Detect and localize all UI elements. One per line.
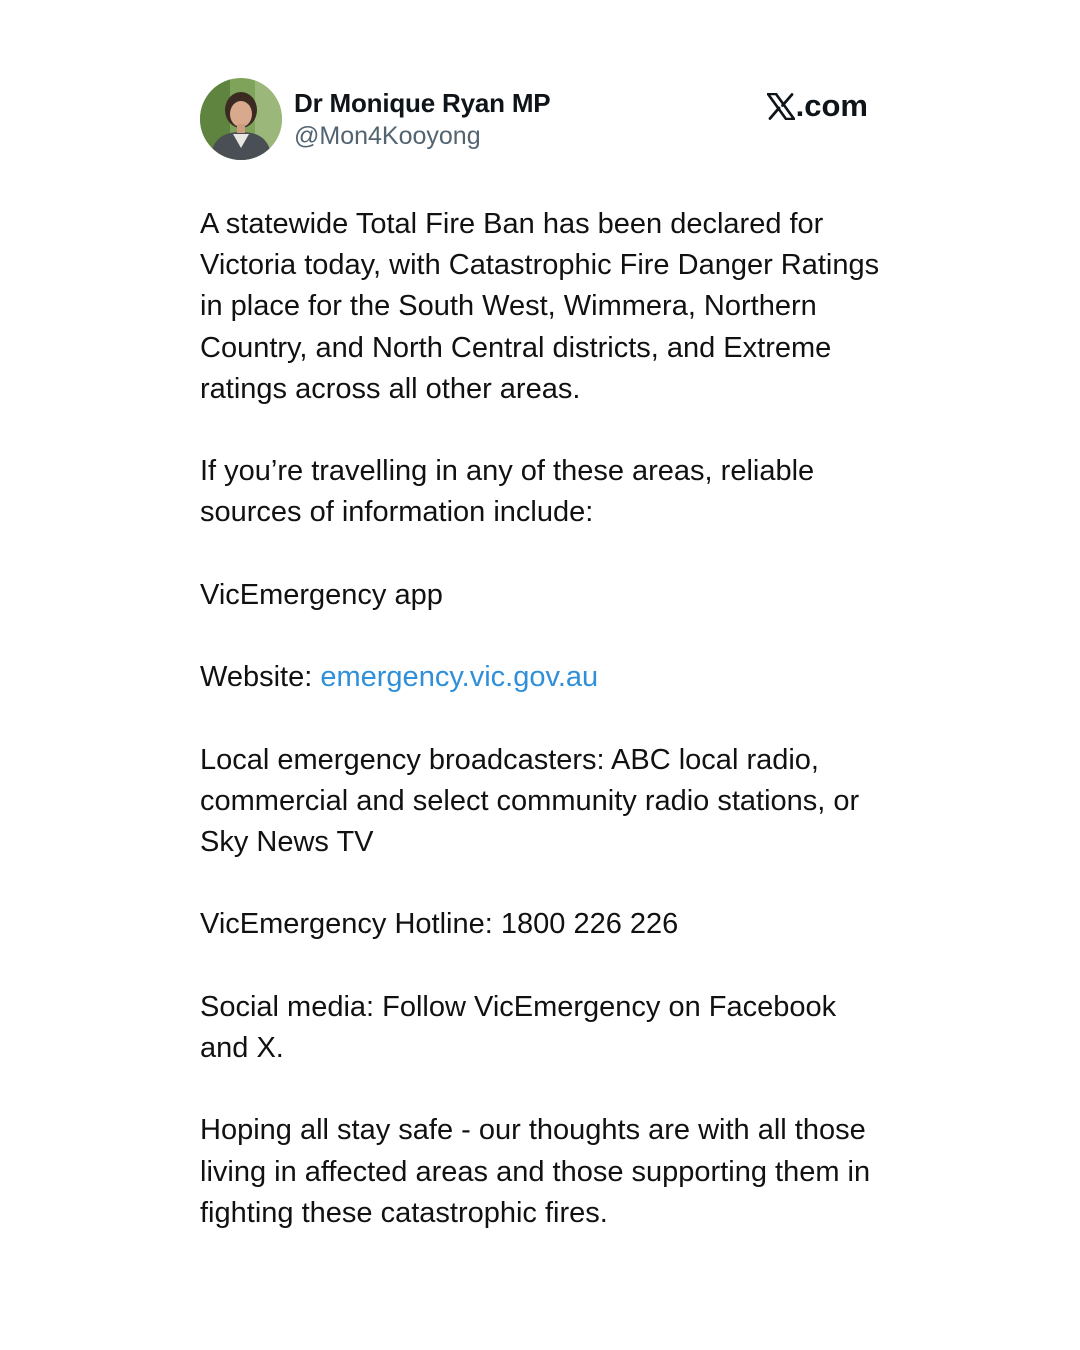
- tweet-text: [200, 204, 880, 1234]
- paragraph-app: VicEmergency app: [200, 578, 443, 611]
- paragraph-website: [200, 657, 880, 698]
- profile-photo: [200, 78, 282, 160]
- paragraph-fire-ban: A statewide Total Fire Ban has been declared for Victoria today, with Catastrophic Fire Danger Ratings in place for the South West, Wimmera, Northern Country, and North Central districts, and Extreme ratings across all other areas.: [200, 208, 880, 405]
- website-label: Website:: [200, 661, 321, 694]
- emergency-website-link[interactable]: emergency.vic.gov.au: [320, 661, 599, 694]
- brand-label: .com: [795, 88, 868, 123]
- paragraph-broadcasters: Local emergency broadcasters: ABC local radio, commercial and select community radio stations, or Sky News TV: [200, 743, 860, 858]
- x-logo-icon: [767, 93, 795, 120]
- paragraph-social: Social media: Follow VicEmergency on Facebook and X.: [200, 990, 837, 1064]
- tweet-card: [200, 78, 880, 1234]
- tweet-header: [200, 78, 880, 162]
- handle[interactable]: @Mon4Kooyong: [294, 122, 481, 150]
- avatar[interactable]: [200, 78, 282, 160]
- author-names: [294, 86, 550, 152]
- x-com-brand: [767, 88, 868, 124]
- paragraph-hotline: VicEmergency Hotline: 1800 226 226: [200, 908, 679, 941]
- paragraph-closing: Hoping all stay safe - our thoughts are with all those living in affected areas and those supporting them in fighting these catastrophic fires.: [200, 1114, 871, 1229]
- display-name[interactable]: Dr Monique Ryan MP: [294, 88, 551, 118]
- paragraph-sources-intro: If you’re travelling in any of these areas, reliable sources of information include:: [200, 455, 815, 529]
